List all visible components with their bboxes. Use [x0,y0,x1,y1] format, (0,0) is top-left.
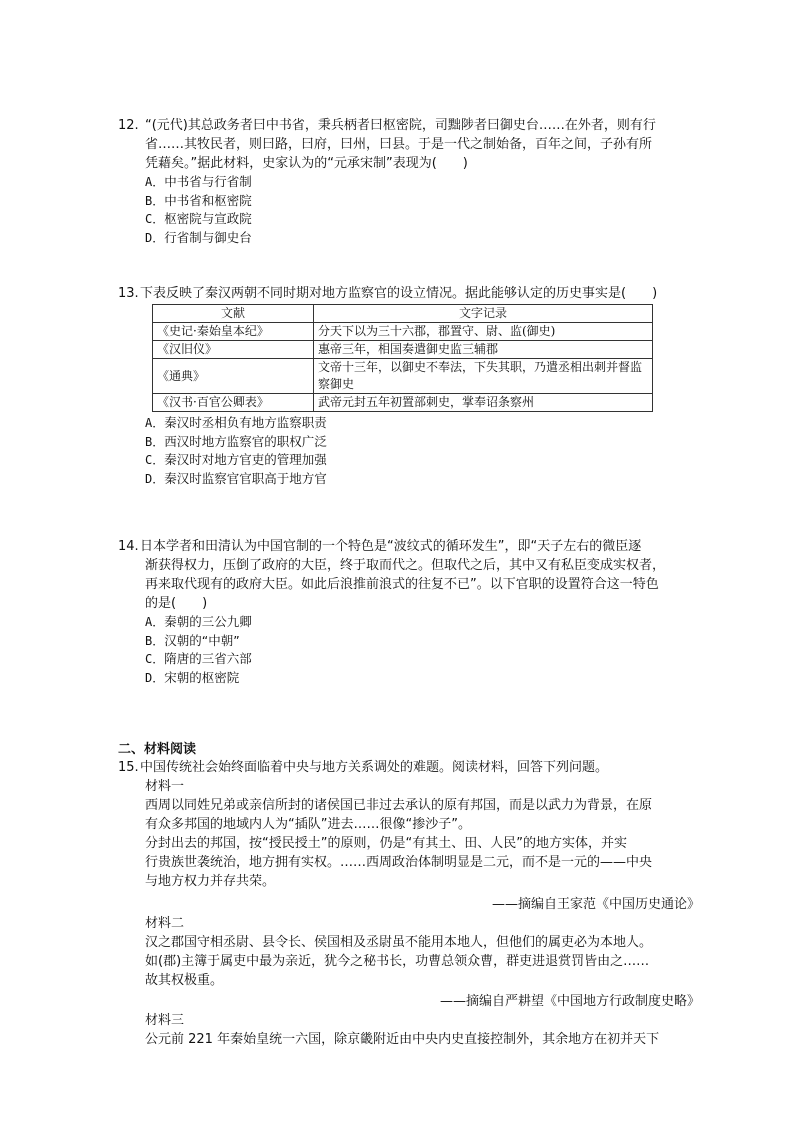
question-15-stem [118,758,700,777]
material-line: 有众多邦国的地域内人为“插队”进去……很像“掺沙子”。 [145,817,471,832]
material-line: 行贵族世袭统治，地方拥有实权。……西周政治体制明显是二元，而不是一元的——中央 [145,855,653,870]
table-cell: 文帝十三年，以御史不奉法，下失其职，乃遣丞相出刺并督监察御史 [314,359,653,394]
question-14 [118,537,700,687]
stem-line: 凭藉矣。”据此材料，史家认为的“元承宋制”表现为( ) [145,156,468,171]
material-line: 汉之郡国守相丞尉、县令长、侯国相及丞尉虽不能用本地人，但他们的属吏必为本地人。 [145,935,653,950]
material-3 [118,1011,700,1049]
stem-line: 下表反映了秦汉两朝不同时期对地方监察官的设立情况。据此能够认定的历史事实是( ) [140,286,658,301]
question-number: 13. [118,286,139,301]
stem-line: 省……其牧民者，则曰路，曰府，曰州，曰县。于是一代之制始备，百年之间，子孙有所 [145,137,653,152]
material-title: 材料三 [145,1013,185,1028]
question-12 [118,116,700,247]
material-line: 与地方权力并存共荣。 [145,874,276,889]
question-number: 14. [118,539,139,554]
table-cell: 《史记·秦始皇本纪》 [153,323,314,341]
stem-line: 的是( ) [145,596,208,611]
table-header: 文字记录 [314,305,653,323]
stem-line: “(元代)其总政务者曰中书省，秉兵柄者曰枢密院，司黜陟者曰御史台……在外者，则有行 [145,118,656,133]
material-1 [118,777,700,914]
stem-line: 日本学者和田清认为中国官制的一个特色是“波纹式的循环发生”，即“天子左右的微臣逐 [140,539,642,554]
material-title: 材料二 [145,916,185,931]
table-cell: 惠帝三年，相国奏遣御史监三辅郡 [314,341,653,359]
material-title: 材料一 [145,779,185,794]
table-cell: 分天下以为三十六郡，郡置守、尉、监(御史) [314,323,653,341]
table-header-row [153,305,653,323]
question-14-stem [118,537,700,613]
question-15 [118,758,700,1049]
option-b[interactable]: B．中书省和枢密院 [145,192,252,208]
material-line: 分封出去的邦国，按“授民授土”的原则，仍是“有其土、田、人民”的地方实体，并实 [145,836,627,851]
table-cell: 《汉旧仪》 [153,341,314,359]
option-b[interactable]: B．汉朝的“中朝” [145,632,240,648]
option-b[interactable]: B．西汉时地方监察官的职权广泛 [145,433,327,449]
table-cell: 《通典》 [153,359,314,394]
table-header: 文献 [153,305,314,323]
table-row [153,323,653,341]
material-line: 西周以同姓兄弟或亲信所封的诸侯国已非过去承认的原有邦国，而是以武力为背景，在原 [145,798,653,813]
option-a[interactable]: A．秦汉时丞相负有地方监察职责 [145,415,327,430]
option-a[interactable]: A．中书省与行省制 [145,174,252,189]
table-row [153,359,653,394]
table-row [153,341,653,359]
material-source: ——摘编自严耕望《中国地方行政制度史略》 [439,994,700,1009]
option-d[interactable]: D．秦汉时监察官官职高于地方官 [145,470,327,486]
material-line: 公元前 221 年秦始皇统一六国，除京畿附近由中央内史直接控制外，其余地方在初并天下 [145,1032,660,1047]
option-c[interactable]: C．枢密院与宣政院 [145,211,252,226]
option-d[interactable]: D．宋朝的枢密院 [145,669,240,685]
question-number: 12. [118,118,139,133]
question-number: 15. [118,760,139,775]
stem-line: 再来取代现有的政府大臣。如此后浪推前浪式的往复不已”。以下官职的设置符合这一特色 [145,577,659,592]
question-13-stem [118,284,700,303]
question-13 [118,284,700,488]
table-row [153,394,653,412]
material-line: 如(郡)主簿于属吏中最为亲近，犹今之秘书长，功曹总领众曹，群吏进退赏罚皆由之…… [145,954,650,969]
option-d[interactable]: D．行省制与御史台 [145,229,252,245]
table-cell: 武帝元封五年初置部刺史，掌奉诏条察州 [314,394,653,412]
question-12-stem [118,116,700,173]
material-2 [118,914,700,1011]
option-c[interactable]: C．秦汉时对地方官吏的管理加强 [145,452,327,467]
table-cell: 《汉书·百官公卿表》 [153,394,314,412]
section-title: 二、材料阅读 [118,742,197,757]
stem-line: 渐获得权力，压倒了政府的大臣，终于取而代之。但取代之后，其中又有私臣变成实权者， [145,558,666,573]
material-source: ——摘编自王家范《中国历史通论》 [491,897,700,912]
material-line: 故其权极重。 [145,973,224,988]
stem-line: 中国传统社会始终面临着中央与地方关系调处的难题。阅读材料，回答下列问题。 [140,760,609,775]
record-table [152,304,653,412]
option-c[interactable]: C．隋唐的三省六部 [145,651,252,666]
option-a[interactable]: A．秦朝的三公九卿 [145,614,252,629]
